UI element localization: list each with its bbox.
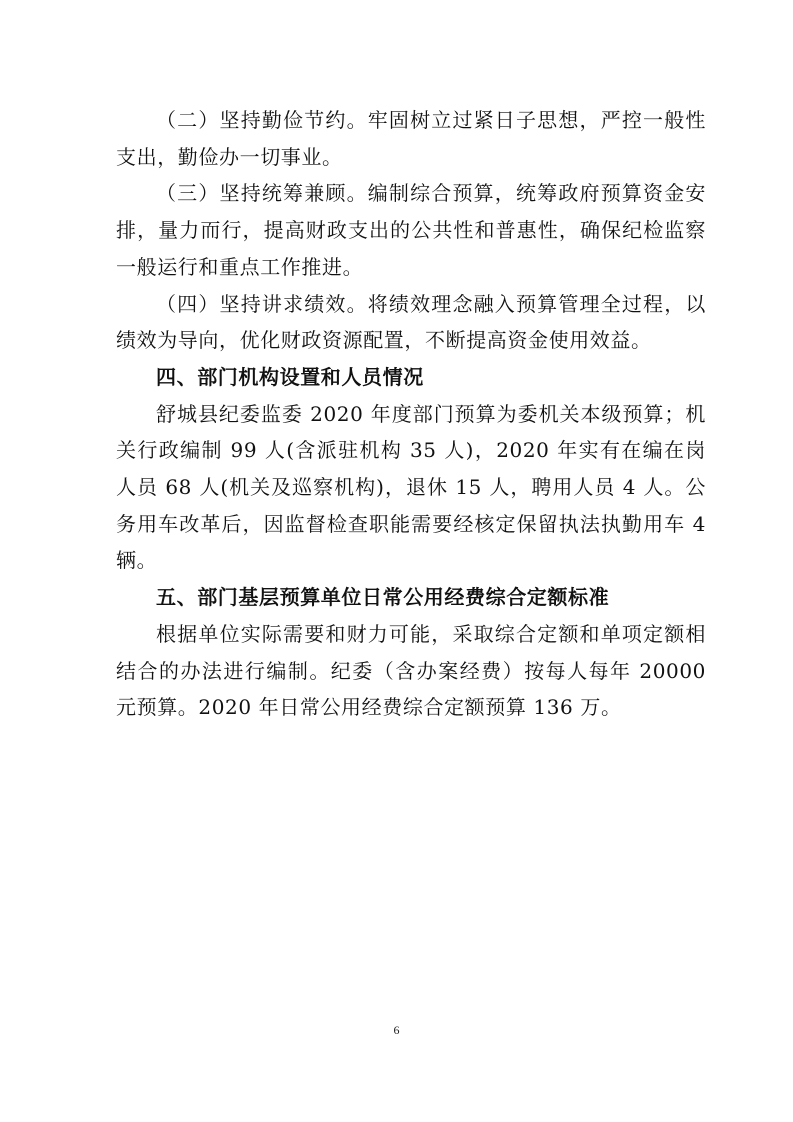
page-number: 6 — [393, 1023, 400, 1037]
section-heading-quota-standard: 五、部门基层预算单位日常公用经费综合定额标准 — [156, 585, 610, 610]
paragraph-frugality: （二）坚持勤俭节约。牢固树立过紧日子思想，严控一般性支出，勤俭办一切事业。 — [116, 108, 706, 169]
paragraph-coordination: （三）坚持统筹兼顾。编制综合预算，统筹政府预算资金安排，量力而行，提高财政支出的公共性和普惠性，确保纪检监察一般运行和重点工作推进。 — [116, 181, 706, 279]
paragraph-staffing: 舒城县纪委监委 2020 年度部门预算为委机关本级预算；机关行政编制 99 人(含派驻机构 35 人)，2020 年实有在编在岗人员 68 人(机关及巡察机构)，退休 15 人，聘用人员 4 人。公务用车改革后，因监督检查职能需要经核定保留执法执勤用车 4 辆。 — [116, 401, 706, 573]
paragraph-quota-details: 根据单位实际需要和财力可能，采取综合定额和单项定额相结合的办法进行编制。纪委（含办案经费）按每人每年 20000 元预算。2020 年日常公用经费综合定额预算 136 万。 — [116, 621, 706, 720]
section-heading-organization: 四、部门机构设置和人员情况 — [156, 364, 424, 389]
paragraph-performance: （四）坚持讲求绩效。将绩效理念融入预算管理全过程，以绩效为导向，优化财政资源配置，不断提高资金使用效益。 — [116, 291, 706, 353]
document-body — [116, 102, 706, 726]
